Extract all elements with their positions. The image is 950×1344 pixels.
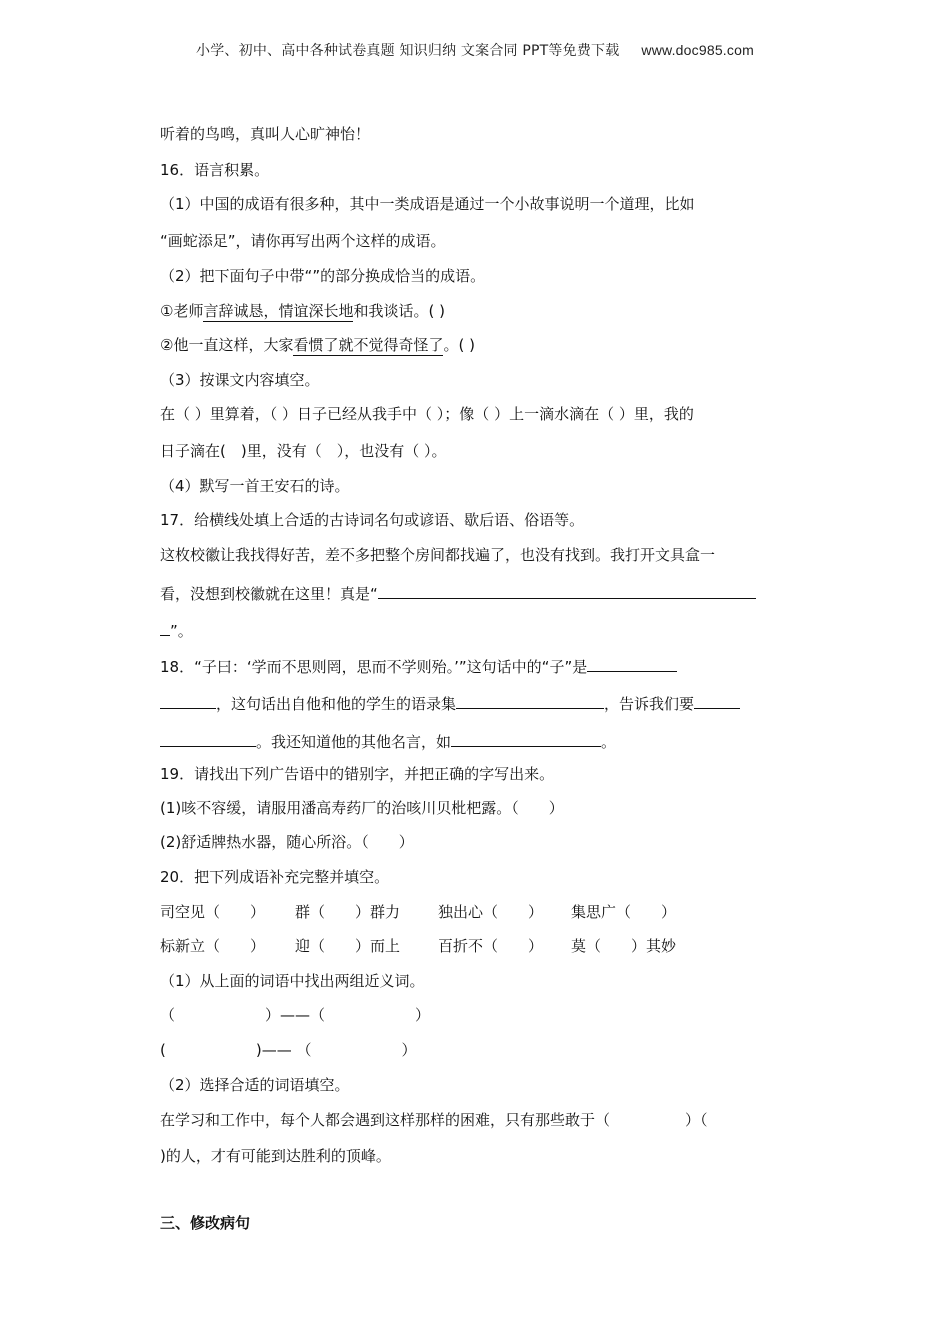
idiom-item: 莫（ ）其妙 xyxy=(571,937,677,955)
answer-blank[interactable] xyxy=(378,582,756,599)
question-19-title: 19．请找出下列广告语中的错别字，并把正确的字写出来。 xyxy=(160,765,555,783)
answer-blank[interactable] xyxy=(160,692,216,709)
answer-blank[interactable] xyxy=(456,692,604,709)
text-line: 看，没想到校徽就在这里！真是“ xyxy=(160,582,756,604)
idiom-item: 百折不（ ） xyxy=(438,937,544,955)
text-line: 。我还知道他的其他名言，如 。 xyxy=(160,730,616,752)
question-16-title: 16．语言积累。 xyxy=(160,161,270,179)
text-line: ”。 xyxy=(160,619,193,641)
text-line: （2）把下面句子中带“”的部分换成恰当的成语。 xyxy=(160,267,486,285)
answer-blank[interactable] xyxy=(451,730,601,747)
underlined-phrase: 看惯了就不觉得奇怪了 xyxy=(293,336,444,354)
idiom-item: 群（ ）群力 xyxy=(295,903,401,921)
text-line: （ ）——（ ） xyxy=(160,1006,431,1024)
text-line: 听着的鸟鸣，真叫人心旷神怡！ xyxy=(160,125,371,143)
text-line: ( )—— （ ） xyxy=(160,1041,417,1059)
header-site: www.doc985.com xyxy=(641,42,754,58)
question-17-title: 17．给横线处填上合适的古诗词名句或谚语、歇后语、俗语等。 xyxy=(160,511,585,529)
idiom-item: 司空见（ ） xyxy=(160,903,266,921)
idiom-item: 集思广（ ） xyxy=(571,903,677,921)
question-20-title: 20．把下列成语补充完整并填空。 xyxy=(160,868,390,886)
text-line: （2）选择合适的词语填空。 xyxy=(160,1076,350,1094)
idiom-item: 迎（ ）而上 xyxy=(295,937,401,955)
answer-blank[interactable] xyxy=(160,730,256,747)
text-line: ，这句话出自他和他的学生的语录集 ，告诉我们要 xyxy=(160,692,740,714)
answer-blank[interactable] xyxy=(160,619,170,636)
section-heading: 三、修改病句 xyxy=(160,1214,251,1232)
text-line: （4）默写一首王安石的诗。 xyxy=(160,477,350,495)
page-header xyxy=(0,40,950,60)
text-line: （1）从上面的词语中找出两组近义词。 xyxy=(160,972,425,990)
idiom-item: 标新立（ ） xyxy=(160,937,266,955)
header-text: 小学、初中、高中各种试卷真题 知识归纳 文案合同 PPT等免费下载 xyxy=(196,43,620,59)
text-line: (2)舒适牌热水器，随心所浴。（ ） xyxy=(160,833,414,851)
answer-blank[interactable] xyxy=(587,655,677,672)
text-line: 在学习和工作中，每个人都会遇到这样那样的困难，只有那些敢于（ ）（ xyxy=(160,1111,708,1129)
text-line: ①老师言辞诚恳，情谊深长地和我谈话。( ) xyxy=(160,302,445,320)
text-line: 日子滴在( )里，没有（ ），也没有（ ）。 xyxy=(160,442,447,460)
text-line: )的人，才有可能到达胜利的顶峰。 xyxy=(160,1147,391,1165)
idiom-item: 独出心（ ） xyxy=(438,903,544,921)
text-line: (1)咳不容缓，请服用潘高寿药厂的治咳川贝枇杷露。（ ） xyxy=(160,799,564,817)
text-line: （3）按课文内容填空。 xyxy=(160,371,320,389)
text-line: 在（ ）里算着，（ ）日子已经从我手中（ ）；像（ ）上一滴水滴在（ ）里，我的 xyxy=(160,405,694,423)
text-line: “画蛇添足”，请你再写出两个这样的成语。 xyxy=(160,232,446,250)
text-line: ②他一直这样，大家看惯了就不觉得奇怪了。( ) xyxy=(160,336,475,354)
text-line: 这枚校徽让我找得好苦，差不多把整个房间都找遍了，也没有找到。我打开文具盒一 xyxy=(160,546,716,564)
underlined-phrase: 言辞诚恳，情谊深长地 xyxy=(203,302,354,320)
answer-blank[interactable] xyxy=(694,692,740,709)
text-line: 18．“子曰：‘学而不思则罔，思而不学则殆。’”这句话中的“子”是 xyxy=(160,655,677,677)
text-line: （1）中国的成语有很多种，其中一类成语是通过一个小故事说明一个道理，比如 xyxy=(160,195,695,213)
